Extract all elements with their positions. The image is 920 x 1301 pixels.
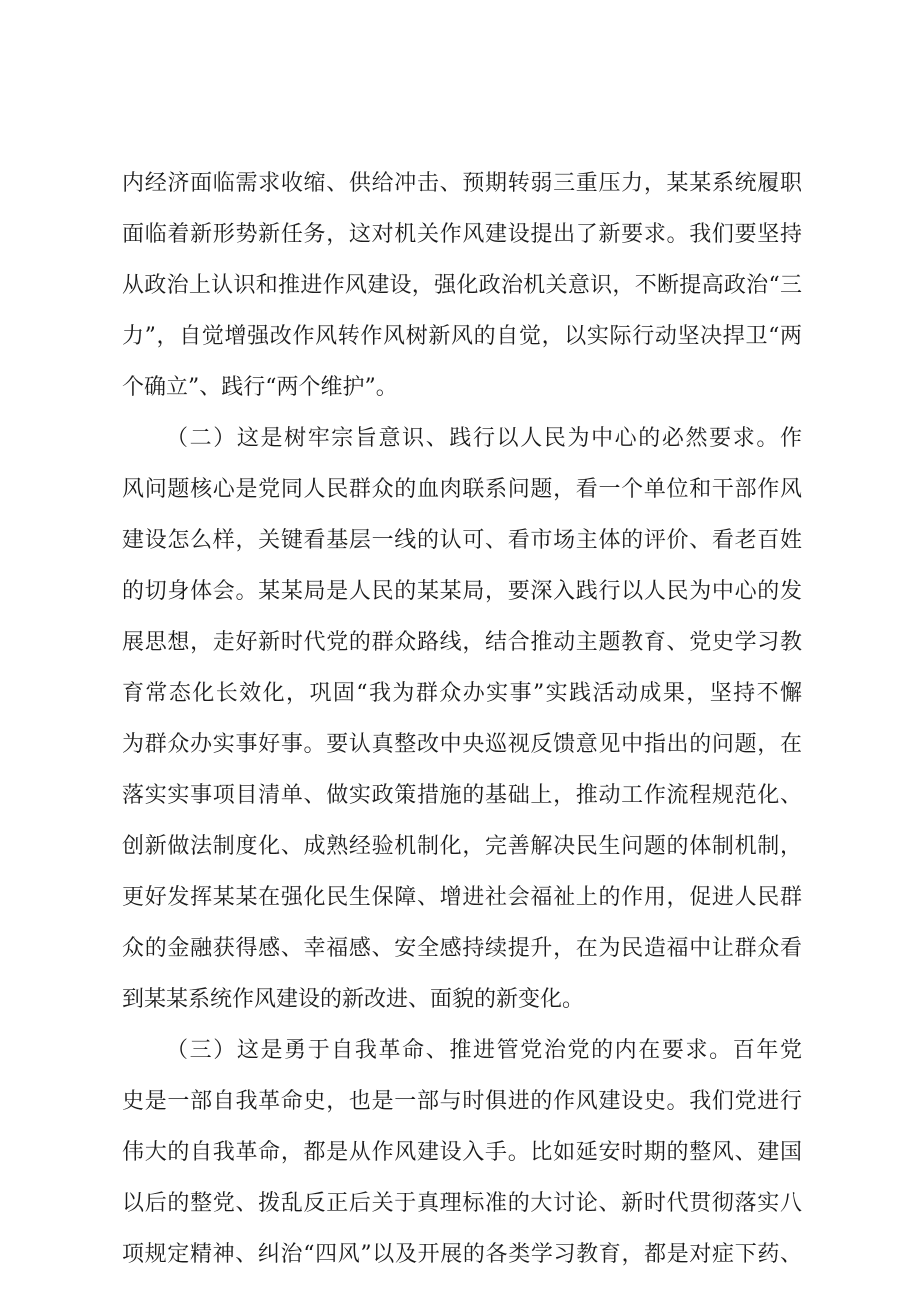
text-line: 项规定精神、纠治“四风”以及开展的各类学习教育，都是对症下药、 — [122, 1242, 802, 1267]
text-line: 育常态化长效化，巩固“我为群众办实事”实践活动成果，坚持不懈 — [122, 681, 802, 706]
text-line: 个确立”、践行“两个维护”。 — [122, 375, 398, 400]
text-line: 从政治上认识和推进作风建设，强化政治机关意识，不断提高政治“三 — [122, 273, 802, 298]
text-line: 风问题核心是党同人民群众的血肉联系问题，看一个单位和干部作风 — [122, 477, 802, 502]
paragraph-two — [122, 413, 802, 1025]
text-line: 落实实事项目清单、做实政策措施的基础上，推动工作流程规范化、 — [122, 783, 802, 808]
text-line: 内经济面临需求收缩、供给冲击、预期转弱三重压力，某某系统履职 — [122, 171, 802, 196]
text-line: 的切身体会。某某局是人民的某某局，要深入践行以人民为中心的发 — [122, 579, 802, 604]
text-line: 更好发挥某某在强化民生保障、增进社会福祉上的作用，促进人民群 — [122, 885, 802, 910]
text-line: 展思想，走好新时代党的群众路线，结合推动主题教育、党史学习教 — [122, 630, 802, 655]
text-line: 力”，自觉增强改作风转作风树新风的自觉，以实际行动坚决捍卫“两 — [122, 324, 802, 349]
text-line: 建设怎么样，关键看基层一线的认可、看市场主体的评价、看老百姓 — [122, 528, 802, 553]
text-line: 创新做法制度化、成熟经验机制化，完善解决民生问题的体制机制， — [122, 834, 802, 859]
document-body — [122, 158, 802, 1280]
text-line: 面临着新形势新任务，这对机关作风建设提出了新要求。我们要坚持 — [122, 222, 802, 247]
text-line: 到某某系统作风建设的新改进、面貌的新变化。 — [122, 987, 585, 1012]
text-line: 以后的整党、拨乱反正后关于真理标准的大讨论、新时代贯彻落实八 — [122, 1191, 802, 1216]
paragraph-heading-line: （二）这是树牢宗旨意识、践行以人民为中心的必然要求。作 — [166, 426, 802, 451]
paragraph-heading-line: （三）这是勇于自我革命、推进管党治党的内在要求。百年党 — [166, 1038, 802, 1063]
text-line: 为群众办实事好事。要认真整改中央巡视反馈意见中指出的问题，在 — [122, 732, 802, 757]
paragraph-continued — [122, 158, 802, 413]
text-line: 众的金融获得感、幸福感、安全感持续提升，在为民造福中让群众看 — [122, 936, 802, 961]
text-line: 伟大的自我革命，都是从作风建设入手。比如延安时期的整风、建国 — [122, 1140, 802, 1165]
text-line: 史是一部自我革命史，也是一部与时俱进的作风建设史。我们党进行 — [122, 1089, 802, 1114]
paragraph-three — [122, 1025, 802, 1280]
